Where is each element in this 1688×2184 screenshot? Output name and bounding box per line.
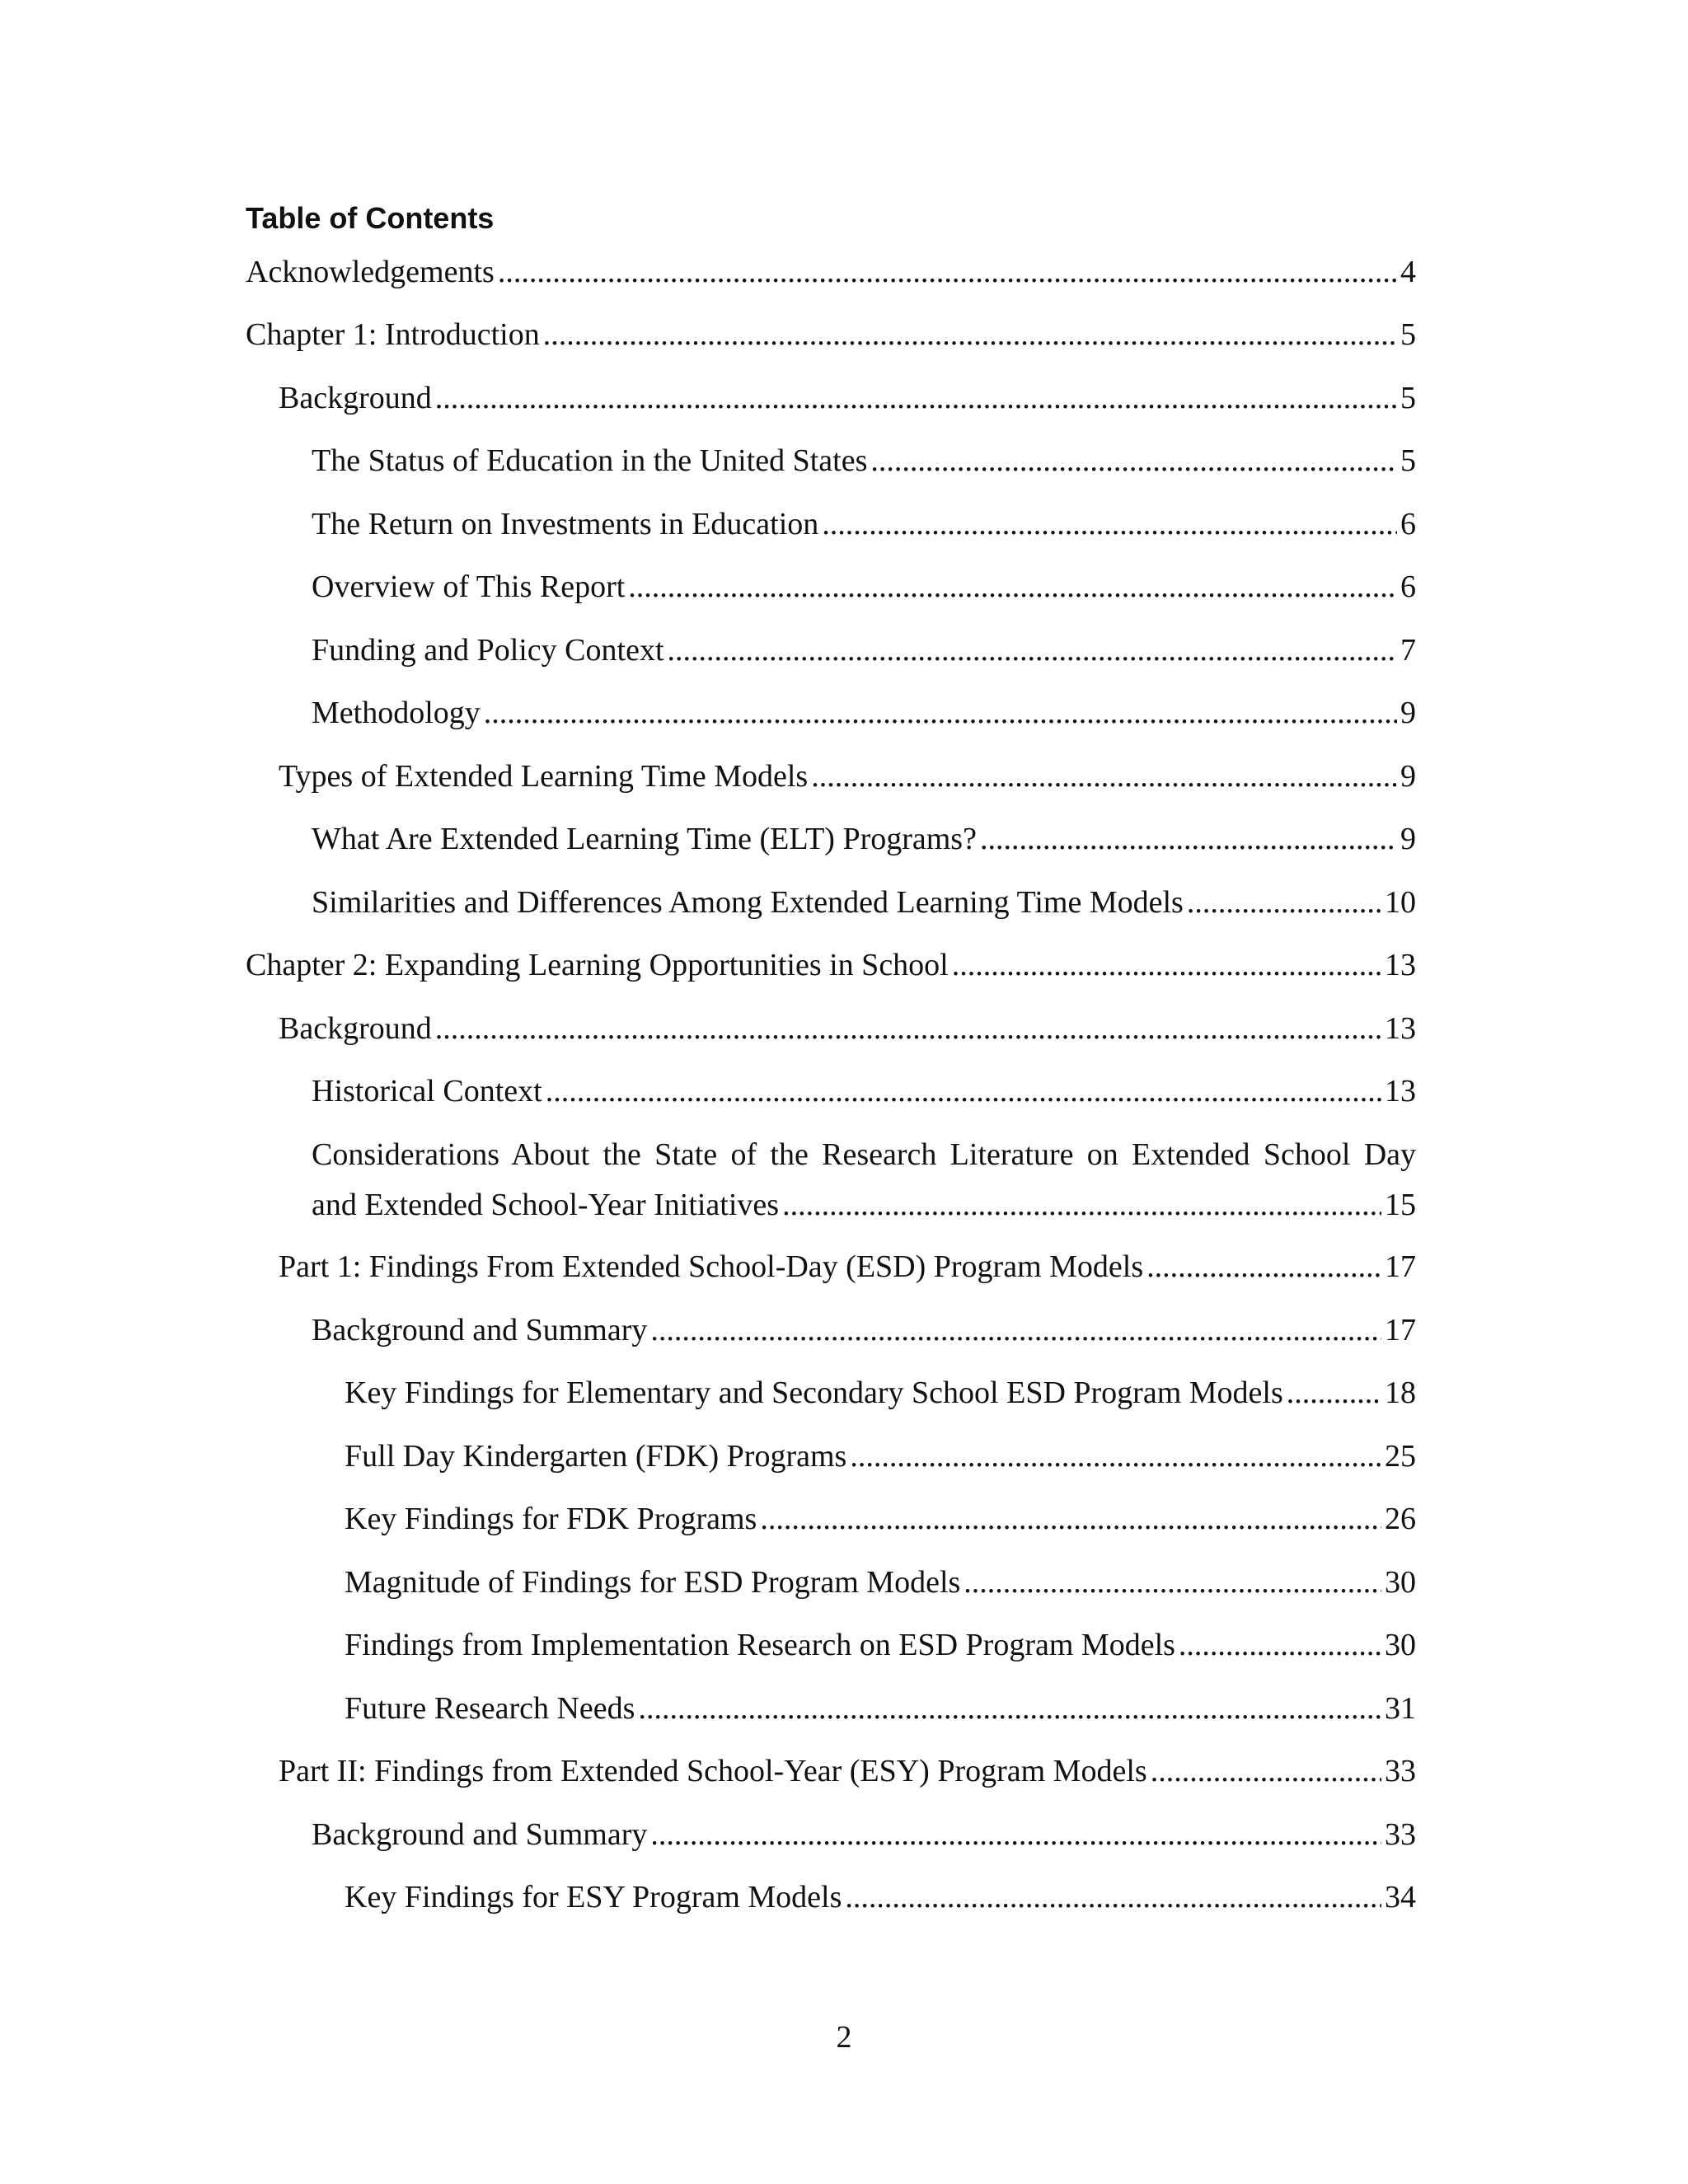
dot-leader: [782, 1185, 1381, 1225]
toc-entry-magnitude-findings[interactable]: [345, 1563, 1416, 1602]
toc-entry-types-of-elt-models[interactable]: [279, 757, 1416, 796]
toc-entry-page: 9: [1400, 759, 1416, 794]
toc-entry-funding-policy[interactable]: [312, 630, 1416, 670]
toc-entry-page: 5: [1400, 443, 1416, 478]
toc-entry-page: 17: [1385, 1313, 1416, 1347]
toc-entry-page: 9: [1400, 696, 1416, 730]
toc-heading: Table of Contents: [246, 201, 495, 235]
dot-leader: [1151, 1751, 1381, 1791]
toc-entry-considerations[interactable]: [312, 1135, 1416, 1234]
toc-entry-title: Similarities and Differences Among Extended Learning Time Models: [312, 885, 1184, 920]
dot-leader: [650, 1815, 1381, 1854]
dot-leader: [638, 1689, 1381, 1728]
toc-entry-background-ch1[interactable]: [279, 378, 1416, 418]
toc-entry-title: Background and Summary: [312, 1817, 648, 1852]
dot-leader: [668, 630, 1398, 670]
toc-entry-title-line-2: and Extended School-Year Initiatives: [312, 1188, 780, 1222]
toc-entry-page: 10: [1385, 885, 1416, 920]
dot-leader: [543, 315, 1397, 354]
toc-entry-page: 33: [1385, 1754, 1416, 1788]
toc-entry-return-on-investments[interactable]: [312, 504, 1416, 544]
toc-entry-key-findings-fdk[interactable]: [345, 1499, 1416, 1539]
toc-entry-title: Historical Context: [312, 1074, 542, 1108]
toc-entry-similarities-differences[interactable]: [312, 883, 1416, 922]
toc-entry-future-research[interactable]: [345, 1689, 1416, 1728]
toc-entry-methodology[interactable]: [312, 693, 1416, 733]
dot-leader: [1146, 1247, 1381, 1286]
dot-leader: [650, 1310, 1381, 1350]
toc-entry-title: Part II: Findings from Extended School-Year (ESY) Program Models: [279, 1754, 1147, 1788]
dot-leader: [850, 1436, 1381, 1476]
toc-entry-title: Types of Extended Learning Time Models: [279, 759, 809, 794]
dot-leader: [952, 945, 1381, 985]
dot-leader: [870, 441, 1397, 480]
toc-entry-chapter-1[interactable]: [246, 315, 1416, 354]
dot-leader: [498, 252, 1397, 292]
toc-entry-title: Findings from Implementation Research on ESD Program Models: [345, 1628, 1175, 1662]
toc-entry-page: 30: [1385, 1628, 1416, 1662]
toc-entry-page: 18: [1385, 1376, 1416, 1410]
dot-leader: [1287, 1373, 1381, 1413]
toc-entry-page: 5: [1400, 381, 1416, 415]
toc-entry-title: Part 1: Findings From Extended School-Day (ESD) Program Models: [279, 1249, 1144, 1284]
toc-entry-title: Full Day Kindergarten (FDK) Programs: [345, 1439, 847, 1474]
toc-entry-what-are-elt[interactable]: [312, 819, 1416, 859]
toc-entry-title: Magnitude of Findings for ESD Program Models: [345, 1565, 961, 1600]
toc-entry-page: 17: [1385, 1249, 1416, 1284]
toc-entry-title: Background: [279, 381, 432, 415]
toc-entry-page: 15: [1385, 1188, 1416, 1222]
toc-entry-title-line-1: Considerations About the State of the Research Literature on Extended School Day: [312, 1137, 1416, 1172]
toc-entry-status-of-education[interactable]: [312, 441, 1416, 480]
toc-entry-page: 26: [1385, 1502, 1416, 1536]
dot-leader: [980, 819, 1397, 859]
toc-entry-title: Overview of This Report: [312, 569, 626, 604]
dot-leader: [845, 1877, 1381, 1917]
toc-entry-page: 34: [1385, 1880, 1416, 1915]
page-number: 2: [836, 2020, 852, 2055]
toc-entry-title: Methodology: [312, 696, 481, 730]
toc-entry-acknowledgements[interactable]: [246, 252, 1416, 292]
toc-entry-key-findings-esd[interactable]: [345, 1373, 1416, 1413]
toc-entry-title: What Are Extended Learning Time (ELT) Programs?: [312, 822, 977, 856]
toc-entry-part-2[interactable]: [279, 1751, 1416, 1791]
toc-entry-background-summary-esd[interactable]: [312, 1310, 1416, 1350]
toc-entry-page: 13: [1385, 948, 1416, 982]
toc-entry-background-ch2[interactable]: [279, 1009, 1416, 1048]
toc-entry-key-findings-esy[interactable]: [345, 1877, 1416, 1917]
dot-leader: [546, 1071, 1381, 1111]
toc-entry-title: Key Findings for Elementary and Secondary School ESD Program Models: [345, 1376, 1283, 1410]
toc-entry-implementation-research[interactable]: [345, 1625, 1416, 1665]
toc-entry-page: 5: [1400, 317, 1416, 352]
dot-leader: [811, 757, 1397, 796]
dot-leader: [435, 378, 1397, 418]
toc-entry-page: 9: [1400, 822, 1416, 856]
toc-entry-part-1[interactable]: [279, 1247, 1416, 1286]
dot-leader: [628, 567, 1397, 607]
toc-entry-page: 7: [1400, 633, 1416, 668]
toc-entry-page: 13: [1385, 1074, 1416, 1108]
dot-leader: [1187, 883, 1381, 922]
toc-entry-title: The Status of Education in the United States: [312, 443, 868, 478]
toc-entry-title: Chapter 1: Introduction: [246, 317, 540, 352]
toc-entry-page: 6: [1400, 569, 1416, 604]
toc-entry-page: 31: [1385, 1691, 1416, 1726]
dot-leader: [484, 693, 1397, 733]
toc-entry-title: Background and Summary: [312, 1313, 648, 1347]
toc-entry-page: 13: [1385, 1011, 1416, 1046]
toc-entry-historical-context[interactable]: [312, 1071, 1416, 1111]
dot-leader: [822, 504, 1397, 544]
dot-leader: [760, 1499, 1381, 1539]
toc-entry-title: Chapter 2: Expanding Learning Opportunities in School: [246, 948, 949, 982]
toc-entry-title: Background: [279, 1011, 432, 1046]
toc-entry-title: Funding and Policy Context: [312, 633, 664, 668]
toc-entry-overview-of-report[interactable]: [312, 567, 1416, 607]
toc-entry-page: 6: [1400, 507, 1416, 541]
toc-entry-page: 33: [1385, 1817, 1416, 1852]
toc-entry-background-summary-esy[interactable]: [312, 1815, 1416, 1854]
dot-leader: [1179, 1625, 1381, 1665]
toc-entry-title: Key Findings for FDK Programs: [345, 1502, 757, 1536]
toc-entry-title: Future Research Needs: [345, 1691, 635, 1726]
toc-entry-page: 25: [1385, 1439, 1416, 1474]
dot-leader: [435, 1009, 1381, 1048]
toc-entry-page: 4: [1400, 255, 1416, 289]
toc-entry-title: Key Findings for ESY Program Models: [345, 1880, 842, 1915]
toc-entry-title: The Return on Investments in Education: [312, 507, 819, 541]
toc-entry-page: 30: [1385, 1565, 1416, 1600]
dot-leader: [964, 1563, 1381, 1602]
toc-entry-fdk-programs[interactable]: [345, 1436, 1416, 1476]
toc-entry-chapter-2[interactable]: [246, 945, 1416, 985]
toc-entry-title: Acknowledgements: [246, 255, 495, 289]
